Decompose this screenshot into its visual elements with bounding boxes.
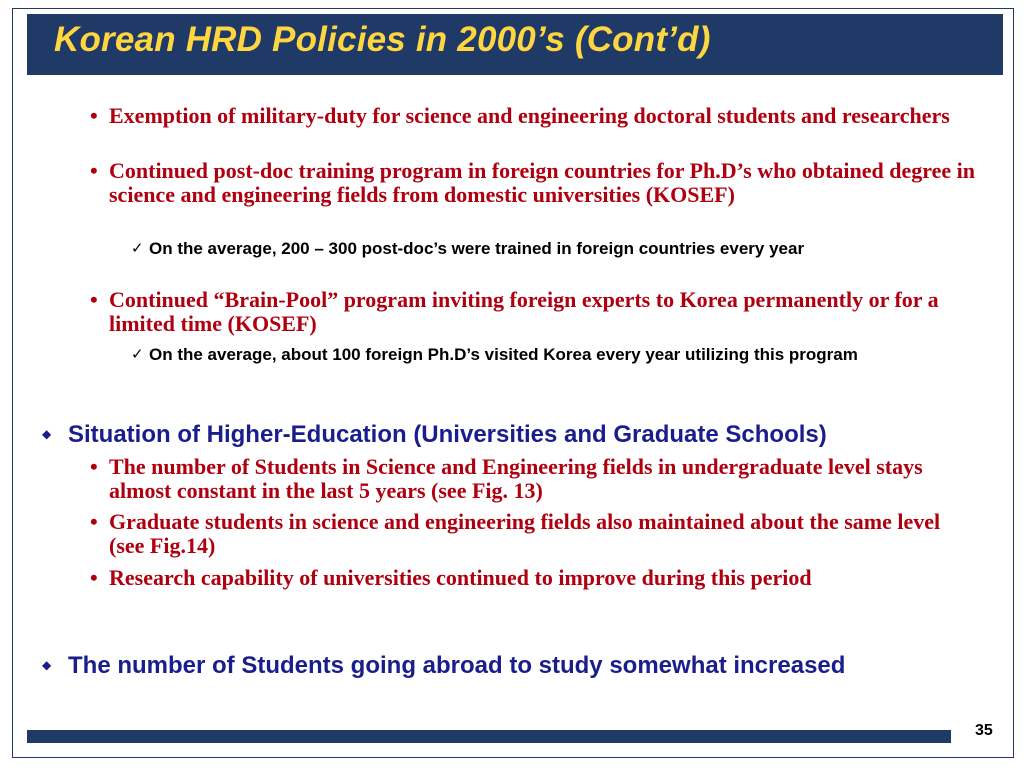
checkmark-icon: ✓ <box>131 345 144 363</box>
sub-bullet-text: On the average, 200 – 300 post-doc’s were trained in foreign countries every year <box>149 239 805 258</box>
section-higher-education <box>42 422 972 447</box>
section-heading: Situation of Higher-Education (Universities and Graduate Schools) <box>68 421 827 448</box>
bullet-text: Graduate students in science and engineering fields also maintained about the same level (see Fig.14) <box>109 509 941 558</box>
bullet-text: The number of Students in Science and Engineering fields in undergraduate level stays almost constant in the last 5 years (see Fig. 13) <box>109 454 923 503</box>
sub-bullet-postdoc-average <box>131 238 981 259</box>
bullet-text: Continued “Brain-Pool” program inviting foreign experts to Korea permanently or for a limited time (KOSEF) <box>109 287 939 336</box>
bullet-research-capability <box>90 566 980 590</box>
section-students-abroad <box>42 653 882 678</box>
sub-bullet-text: On the average, about 100 foreign Ph.D’s visited Korea every year utilizing this program <box>149 345 858 364</box>
bullet-dot: • <box>90 509 98 534</box>
diamond-bullet-icon: ◆ <box>42 427 52 441</box>
bullet-undergraduate-students <box>90 455 980 503</box>
bullet-dot: • <box>90 565 98 590</box>
bullet-dot: • <box>90 158 98 183</box>
bullet-brain-pool <box>90 288 980 336</box>
checkmark-icon: ✓ <box>131 239 144 257</box>
sub-bullet-brain-pool-average <box>131 344 981 365</box>
bullet-text: Exemption of military-duty for science and engineering doctoral students and researchers <box>109 103 950 128</box>
bullet-text: Continued post-doc training program in foreign countries for Ph.D’s who obtained degree in science and engineering fields from domestic universities (KOSEF) <box>109 158 975 207</box>
section-heading: The number of Students going abroad to study somewhat increased <box>68 652 846 679</box>
diamond-bullet-icon: ◆ <box>42 658 52 672</box>
page-number: 35 <box>975 722 993 739</box>
bullet-graduate-students <box>90 510 980 558</box>
bullet-postdoc-program <box>90 159 980 207</box>
bullet-text: Research capability of universities continued to improve during this period <box>109 565 812 590</box>
bullet-dot: • <box>90 103 98 128</box>
slide-title: Korean HRD Policies in 2000’s (Cont’d) <box>54 20 711 59</box>
bullet-dot: • <box>90 454 98 479</box>
footer-bar <box>27 730 951 743</box>
bullet-military-exemption <box>90 104 980 128</box>
bullet-dot: • <box>90 287 98 312</box>
